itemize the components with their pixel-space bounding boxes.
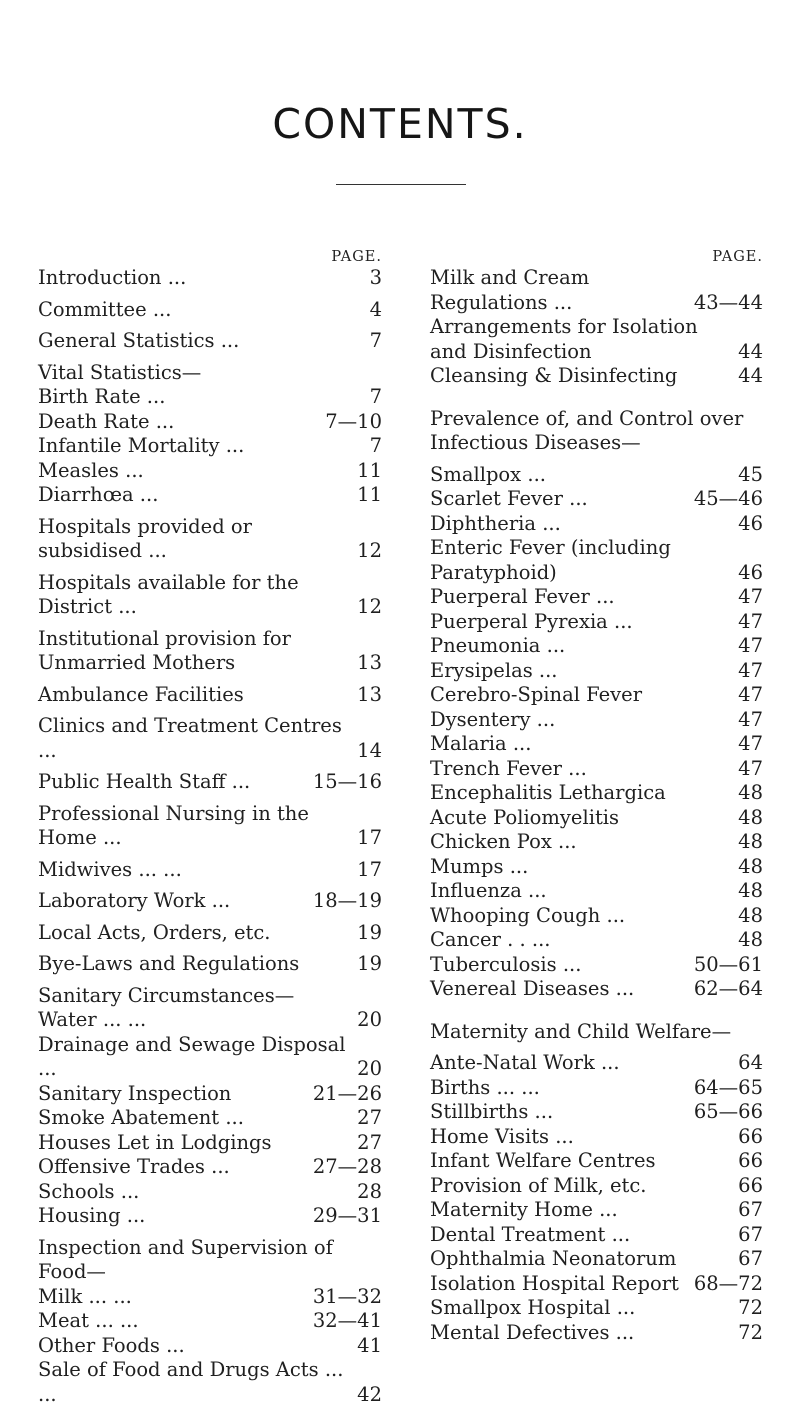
entry-title: Birth Rate ... [38, 385, 370, 410]
contents-entry [430, 536, 763, 585]
contents-column-left [38, 248, 382, 1407]
entry-title: Hospitals provided or subsidised ... [38, 515, 357, 564]
entry-page-number: 66 [738, 1174, 763, 1199]
entry-page-number: 48 [738, 928, 763, 953]
entry-page-number: 29—31 [313, 1204, 382, 1229]
contents-entry [430, 1198, 763, 1223]
contents-entry [38, 266, 382, 291]
contents-entry [38, 1334, 382, 1359]
entry-page-number: 64—65 [694, 1076, 763, 1101]
entry-page-number: 4 [370, 298, 382, 323]
entry-title: Inspection and Supervision of Food— [38, 1236, 382, 1285]
contents-entry [38, 714, 382, 763]
entry-page-number: 47 [738, 634, 763, 659]
entry-title: Ophthalmia Neonatorum [430, 1247, 738, 1272]
entry-title: Mumps ... [430, 855, 738, 880]
entry-page-number: 44 [738, 364, 763, 389]
entry-title: Hospitals available for the District ... [38, 571, 357, 620]
entry-title: Drainage and Sewage Disposal ... [38, 1033, 357, 1082]
entry-title: Schools ... [38, 1180, 357, 1205]
entry-title: Trench Fever ... [430, 757, 738, 782]
entry-title: Introduction ... [38, 266, 370, 291]
entry-page-number: 13 [357, 651, 382, 676]
contents-entry [430, 928, 763, 953]
entry-title: Smallpox Hospital ... [430, 1296, 738, 1321]
contents-entry [430, 610, 763, 635]
entry-title: Enteric Fever (including Paratyphoid) [430, 536, 738, 585]
entry-title: Sanitary Circumstances— [38, 984, 382, 1009]
entry-page-number: 17 [357, 858, 382, 883]
entry-page-number: 45—46 [694, 487, 763, 512]
entry-title: Maternity Home ... [430, 1198, 738, 1223]
entry-page-number: 19 [357, 921, 382, 946]
contents-entry [38, 1180, 382, 1205]
entry-title: Puerperal Fever ... [430, 585, 738, 610]
entry-page-number: 21—26 [313, 1082, 382, 1107]
contents-entry [430, 1272, 763, 1297]
entry-page-number: 28 [357, 1180, 382, 1205]
entry-page-number: 48 [738, 855, 763, 880]
contents-entry [38, 298, 382, 323]
entry-page-number: 20 [357, 1057, 382, 1082]
entry-page-number: 7 [370, 329, 382, 354]
entry-title: Maternity and Child Welfare— [430, 1020, 763, 1045]
entry-title: Cleansing & Disinfecting [430, 364, 738, 389]
entry-title: General Statistics ... [38, 329, 370, 354]
contents-entry [38, 1106, 382, 1131]
entry-page-number: 48 [738, 806, 763, 831]
entry-page-number: 12 [357, 539, 382, 564]
entry-page-number: 17 [357, 826, 382, 851]
contents-entry [430, 512, 763, 537]
contents-entry [38, 627, 382, 676]
entry-page-number: 48 [738, 830, 763, 855]
contents-entry [38, 1131, 382, 1156]
entry-title: Cerebro-Spinal Fever [430, 683, 738, 708]
contents-entry [38, 889, 382, 914]
entry-title: Ante-Natal Work ... [430, 1051, 738, 1076]
contents-entry [430, 1125, 763, 1150]
contents-entry [430, 806, 763, 831]
entry-page-number: 12 [357, 595, 382, 620]
entry-page-number: 45 [738, 463, 763, 488]
entry-title: Sanitary Inspection [38, 1082, 313, 1107]
entry-page-number: 47 [738, 659, 763, 684]
entry-title: Milk ... ... [38, 1285, 313, 1310]
contents-entry [38, 952, 382, 977]
contents-entry [38, 1082, 382, 1107]
entry-page-number: 67 [738, 1247, 763, 1272]
entry-title: Committee ... [38, 298, 370, 323]
entry-title: Midwives ... ... [38, 858, 357, 883]
contents-entry [430, 977, 763, 1002]
entry-page-number: 19 [357, 952, 382, 977]
entry-page-number: 27 [357, 1131, 382, 1156]
contents-entry [38, 571, 382, 620]
entry-page-number: 32—41 [313, 1309, 382, 1334]
entry-list [38, 266, 382, 1407]
entry-title: Stillbirths ... [430, 1100, 694, 1125]
contents-entry [430, 1321, 763, 1346]
entry-title: Vital Statistics— [38, 361, 382, 386]
entry-title: Isolation Hospital Report [430, 1272, 694, 1297]
contents-entry [38, 858, 382, 883]
contents-entry [430, 683, 763, 708]
contents-entry [38, 921, 382, 946]
entry-page-number: 72 [738, 1296, 763, 1321]
entry-page-number: 47 [738, 732, 763, 757]
contents-entry [430, 1051, 763, 1076]
contents-entry [430, 904, 763, 929]
entry-title: Infantile Mortality ... [38, 434, 370, 459]
contents-entry [38, 1155, 382, 1180]
entry-page-number: 11 [357, 483, 382, 508]
contents-entry [430, 315, 763, 364]
entry-title: Institutional provision for Unmarried Mothers [38, 627, 357, 676]
entry-title: Ambulance Facilities [38, 683, 357, 708]
entry-title: Chicken Pox ... [430, 830, 738, 855]
entry-title: Venereal Diseases ... [430, 977, 694, 1002]
entry-page-number: 7—10 [325, 410, 382, 435]
entry-title: Offensive Trades ... [38, 1155, 313, 1180]
entry-title: Puerperal Pyrexia ... [430, 610, 738, 635]
entry-title: Water ... ... [38, 1008, 357, 1033]
entry-page-number: 43—44 [694, 291, 763, 316]
entry-page-number: 7 [370, 385, 382, 410]
contents-entry [38, 1204, 382, 1229]
entry-title: Mental Defectives ... [430, 1321, 738, 1346]
contents-entry [38, 1033, 382, 1082]
entry-title: Meat ... ... [38, 1309, 313, 1334]
contents-entry [430, 953, 763, 978]
entry-page-number: 47 [738, 683, 763, 708]
entry-page-number: 48 [738, 904, 763, 929]
entry-title: Births ... ... [430, 1076, 694, 1101]
entry-page-number: 50—61 [694, 953, 763, 978]
entry-page-number: 7 [370, 434, 382, 459]
entry-page-number: 72 [738, 1321, 763, 1346]
entry-page-number: 47 [738, 610, 763, 635]
contents-entry [430, 1076, 763, 1101]
entry-title: Smallpox ... [430, 463, 738, 488]
entry-page-number: 67 [738, 1223, 763, 1248]
contents-entry [430, 364, 763, 389]
entry-title: Public Health Staff ... [38, 770, 313, 795]
entry-title: Sale of Food and Drugs Acts ... ... [38, 1358, 357, 1407]
page-title: CONTENTS. [0, 100, 800, 148]
entry-title: Prevalence of, and Control over Infectious Diseases— [430, 407, 763, 456]
contents-entry [430, 757, 763, 782]
entry-page-number: 27 [357, 1106, 382, 1131]
contents-entry [38, 459, 382, 484]
entry-page-number: 66 [738, 1149, 763, 1174]
entry-title: Clinics and Treatment Centres ... [38, 714, 357, 763]
entry-title: Houses Let in Lodgings [38, 1131, 357, 1156]
entry-title: Malaria ... [430, 732, 738, 757]
contents-entry [38, 1285, 382, 1310]
contents-entry [430, 781, 763, 806]
contents-entry [38, 410, 382, 435]
contents-entry [38, 434, 382, 459]
entry-page-number: 44 [738, 340, 763, 365]
entry-page-number: 66 [738, 1125, 763, 1150]
section-heading [430, 1020, 763, 1045]
contents-entry [430, 463, 763, 488]
entry-title: Cancer . . ... [430, 928, 738, 953]
entry-page-number: 20 [357, 1008, 382, 1033]
entry-page-number: 47 [738, 708, 763, 733]
entry-page-number: 65—66 [694, 1100, 763, 1125]
contents-entry [38, 770, 382, 795]
entry-title: Provision of Milk, etc. [430, 1174, 738, 1199]
entry-title: Diphtheria ... [430, 512, 738, 537]
contents-entry [38, 802, 382, 851]
contents-entry [430, 1149, 763, 1174]
section-heading [430, 407, 763, 456]
entry-title: Professional Nursing in the Home ... [38, 802, 357, 851]
entry-title: Local Acts, Orders, etc. [38, 921, 357, 946]
contents-entry [430, 732, 763, 757]
contents-entry [38, 1309, 382, 1334]
section-heading [38, 984, 382, 1009]
contents-entry [430, 1223, 763, 1248]
entry-page-number: 27—28 [313, 1155, 382, 1180]
entry-page-number: 41 [357, 1334, 382, 1359]
contents-entry [38, 1008, 382, 1033]
entry-title: Housing ... [38, 1204, 313, 1229]
contents-entry [430, 659, 763, 684]
entry-title: Whooping Cough ... [430, 904, 738, 929]
entry-title: Diarrhœa ... [38, 483, 357, 508]
entry-page-number: 62—64 [694, 977, 763, 1002]
entry-title: Smoke Abatement ... [38, 1106, 357, 1131]
contents-entry [430, 585, 763, 610]
entry-title: Home Visits ... [430, 1125, 738, 1150]
contents-entry [430, 634, 763, 659]
section-heading [38, 1236, 382, 1285]
contents-entry [430, 1174, 763, 1199]
contents-entry [430, 708, 763, 733]
entry-title: Measles ... [38, 459, 357, 484]
contents-entry [430, 1247, 763, 1272]
entry-title: Scarlet Fever ... [430, 487, 694, 512]
entry-title: Arrangements for Isolation and Disinfection [430, 315, 738, 364]
entry-title: Milk and Cream Regulations ... [430, 266, 694, 315]
contents-entry [38, 1358, 382, 1407]
contents-entry [430, 487, 763, 512]
contents-entry [38, 483, 382, 508]
entry-page-number: 48 [738, 781, 763, 806]
contents-entry [430, 1296, 763, 1321]
entry-title: Infant Welfare Centres [430, 1149, 738, 1174]
entry-title: Encephalitis Lethargica [430, 781, 738, 806]
contents-entry [430, 855, 763, 880]
contents-entry [430, 879, 763, 904]
entry-page-number: 3 [370, 266, 382, 291]
entry-page-number: 14 [357, 739, 382, 764]
section-heading [38, 361, 382, 386]
contents-entry [38, 385, 382, 410]
entry-page-number: 68—72 [694, 1272, 763, 1297]
entry-page-number: 67 [738, 1198, 763, 1223]
entry-page-number: 46 [738, 512, 763, 537]
entry-title: Dental Treatment ... [430, 1223, 738, 1248]
entry-title: Death Rate ... [38, 410, 325, 435]
entry-title: Acute Poliomyelitis [430, 806, 738, 831]
entry-page-number: 15—16 [313, 770, 382, 795]
entry-page-number: 48 [738, 879, 763, 904]
page-column-header: PAGE. [38, 248, 382, 266]
entry-page-number: 46 [738, 561, 763, 586]
entry-title: Bye-Laws and Regulations [38, 952, 357, 977]
contents-entry [430, 266, 763, 315]
entry-title: Influenza ... [430, 879, 738, 904]
entry-page-number: 13 [357, 683, 382, 708]
contents-entry [430, 1100, 763, 1125]
entry-page-number: 42 [357, 1383, 382, 1407]
entry-page-number: 64 [738, 1051, 763, 1076]
title-divider [336, 184, 466, 185]
contents-entry [430, 830, 763, 855]
entry-title: Dysentery ... [430, 708, 738, 733]
contents-entry [38, 329, 382, 354]
entry-page-number: 47 [738, 757, 763, 782]
entry-list [430, 266, 763, 1345]
entry-title: Laboratory Work ... [38, 889, 313, 914]
entry-page-number: 18—19 [313, 889, 382, 914]
contents-entry [38, 683, 382, 708]
contents-entry [38, 515, 382, 564]
entry-title: Pneumonia ... [430, 634, 738, 659]
entry-title: Tuberculosis ... [430, 953, 694, 978]
entry-page-number: 31—32 [313, 1285, 382, 1310]
page-column-header: PAGE. [430, 248, 763, 266]
entry-title: Erysipelas ... [430, 659, 738, 684]
entry-page-number: 11 [357, 459, 382, 484]
entry-page-number: 47 [738, 585, 763, 610]
entry-title: Other Foods ... [38, 1334, 357, 1359]
contents-column-right [430, 248, 763, 1345]
